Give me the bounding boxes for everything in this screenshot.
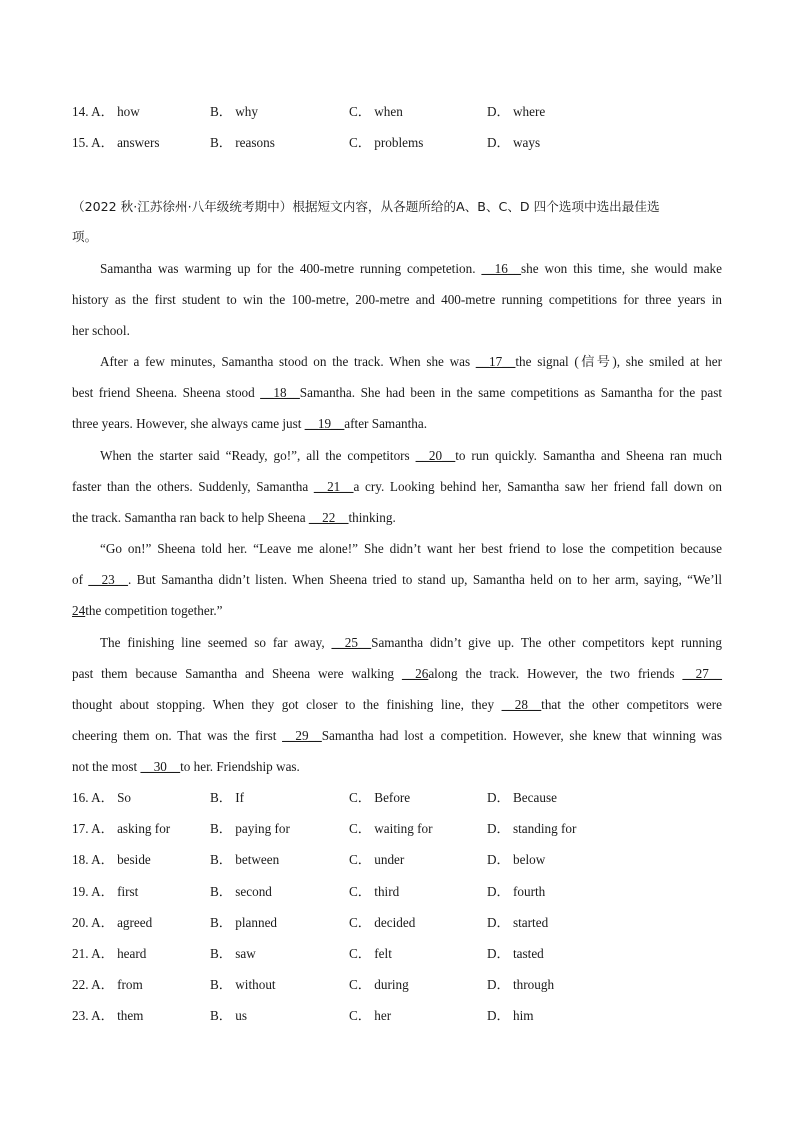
passage-line: cheering them on. That was the first __29__Samantha had lost a competition. However, she knew that winning was — [72, 728, 723, 743]
option-b[interactable]: B． second — [210, 884, 272, 899]
option-d[interactable]: D． ways — [487, 135, 541, 150]
option-c[interactable]: C． problems — [349, 135, 424, 150]
option-b[interactable]: B． us — [210, 1008, 248, 1023]
option-c[interactable]: C． decided — [349, 915, 416, 930]
option-d[interactable]: D． Because — [487, 790, 557, 805]
blank-27[interactable]: __27__ — [682, 666, 722, 681]
section-instruction: （2022 秋·江苏徐州·八年级统考期中）根据短文内容，从各题所给的A、B、C、D 四个选项中选出最佳选 — [72, 199, 660, 214]
option-b[interactable]: B． without — [210, 977, 276, 992]
option-b[interactable]: B． If — [210, 790, 245, 805]
blank-24[interactable]: 24 — [72, 603, 86, 618]
passage-line: best friend Sheena. Sheena stood __18__Samantha. She had been in the same competitions as Samantha for the past — [72, 385, 722, 400]
option-c[interactable]: C． third — [349, 884, 400, 899]
question-23 — [72, 1008, 722, 1024]
option-b[interactable]: B． saw — [210, 946, 256, 961]
question-21 — [72, 946, 722, 962]
option-a[interactable]: 18. A． beside — [72, 852, 151, 867]
passage-line: her school. — [72, 323, 130, 338]
option-d[interactable]: D． him — [487, 1008, 534, 1023]
question-20 — [72, 915, 722, 931]
question-16 — [72, 790, 722, 806]
option-c[interactable]: C． felt — [349, 946, 392, 961]
option-b[interactable]: B． planned — [210, 915, 278, 930]
question-15 — [72, 135, 722, 151]
option-d[interactable]: D． where — [487, 104, 546, 119]
option-a[interactable]: 16. A． So — [72, 790, 131, 805]
option-a[interactable]: 20. A． agreed — [72, 915, 153, 930]
option-c[interactable]: C． Before — [349, 790, 411, 805]
option-a[interactable]: 14. A． how — [72, 104, 140, 119]
option-d[interactable]: D． fourth — [487, 884, 546, 899]
option-a[interactable]: 22. A． from — [72, 977, 143, 992]
option-a[interactable]: 21. A． heard — [72, 946, 147, 961]
option-b[interactable]: B． paying for — [210, 821, 290, 836]
option-c[interactable]: C． waiting for — [349, 821, 433, 836]
option-b[interactable]: B． why — [210, 104, 258, 119]
passage-line: The finishing line seemed so far away, __25__Samantha didn’t give up. The other competitors kept running — [100, 635, 722, 650]
option-a[interactable]: 23. A． them — [72, 1008, 144, 1023]
question-14 — [72, 104, 722, 120]
option-b[interactable]: B． between — [210, 852, 280, 867]
option-a[interactable]: 19. A． first — [72, 884, 139, 899]
passage-line: 24the competition together.” — [72, 603, 223, 618]
section-instruction-cont: 项。 — [72, 229, 98, 244]
blank-16[interactable]: __16__ — [481, 261, 522, 276]
passage-line: “Go on!” Sheena told her. “Leave me alone!” She didn’t want her best friend to lose the competition because — [100, 541, 722, 556]
blank-22[interactable]: __22__ — [308, 510, 349, 525]
option-d[interactable]: D． tasted — [487, 946, 544, 961]
question-22 — [72, 977, 722, 993]
option-d[interactable]: D． standing for — [487, 821, 577, 836]
passage-line: three years. However, she always came just __19__after Samantha. — [72, 416, 428, 431]
passage-line: thought about stopping. When they got closer to the finishing line, they __28__that the other competitors were — [72, 697, 722, 712]
blank-26[interactable]: __26 — [401, 666, 429, 681]
option-c[interactable]: C． during — [349, 977, 409, 992]
passage-line: faster than the others. Suddenly, Samantha __21__a cry. Looking behind her, Samantha saw her friend fall down on — [72, 479, 722, 494]
blank-17[interactable]: __17__ — [475, 354, 516, 369]
blank-25[interactable]: __25__ — [331, 635, 372, 650]
question-18 — [72, 852, 722, 868]
blank-30[interactable]: __30__ — [140, 759, 181, 774]
question-17 — [72, 821, 722, 837]
option-c[interactable]: C． her — [349, 1008, 392, 1023]
blank-21[interactable]: __21__ — [313, 479, 354, 494]
question-19 — [72, 884, 722, 900]
passage-line: After a few minutes, Samantha stood on the track. When she was __17__the signal (信号), she smiled at her — [100, 354, 723, 369]
blank-23[interactable]: __23__ — [88, 572, 128, 587]
option-c[interactable]: C． when — [349, 104, 403, 119]
option-d[interactable]: D． through — [487, 977, 555, 992]
passage-line: of __23__. But Samantha didn’t listen. When Sheena tried to stand up, Samantha held on to her arm, saying, “We’ll — [72, 572, 722, 587]
blank-19[interactable]: __19__ — [304, 416, 345, 431]
blank-29[interactable]: __29__ — [282, 728, 322, 743]
passage-line: Samantha was warming up for the 400-metre running competetion. __16__she won this time, she would make — [100, 261, 722, 276]
passage-line: the track. Samantha ran back to help Sheena __22__thinking. — [72, 510, 396, 525]
passage-line: When the starter said “Ready, go!”, all the competitors __20__to run quickly. Samantha and Sheena ran much — [100, 448, 722, 463]
option-d[interactable]: D． started — [487, 915, 549, 930]
option-d[interactable]: D． below — [487, 852, 546, 867]
option-c[interactable]: C． under — [349, 852, 405, 867]
blank-18[interactable]: __18__ — [260, 385, 300, 400]
blank-20[interactable]: __20__ — [415, 448, 456, 463]
passage-line: history as the first student to win the 100-metre, 200-metre and 400-metre running competitions for three years in — [72, 292, 722, 307]
option-a[interactable]: 15. A． answers — [72, 135, 160, 150]
option-a[interactable]: 17. A． asking for — [72, 821, 171, 836]
passage-line: past them because Samantha and Sheena were walking __26along the track. However, the two friends __27__ — [72, 666, 722, 681]
passage-line: not the most __30__to her. Friendship was. — [72, 759, 300, 774]
option-b[interactable]: B． reasons — [210, 135, 275, 150]
blank-28[interactable]: __28__ — [501, 697, 542, 712]
